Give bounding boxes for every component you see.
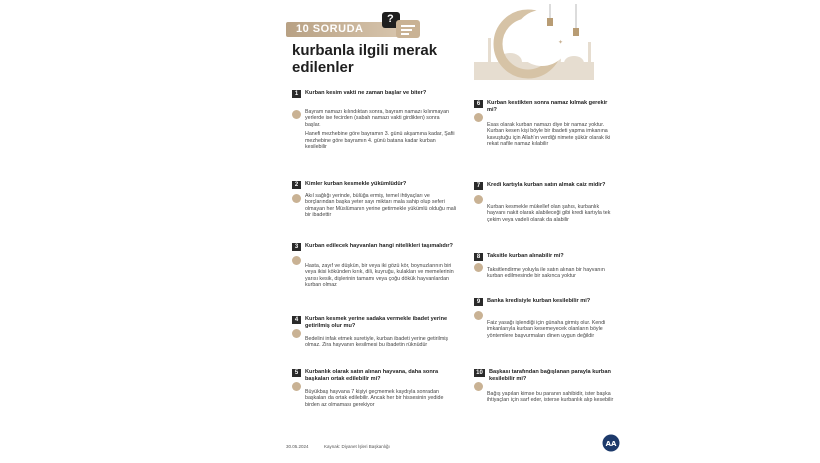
question-text: Banka kredisiyle kurban kesilebilir mi? [487,298,591,304]
crescent-mosque-illustration [466,4,604,84]
answer-text: Taksitlendirme yoluyla ile satın alınan bir hayvanın kurban edilmesinde bir sakınca yoktur [487,267,605,280]
question-text: Taksitle kurban alınabilir mi? [487,253,564,259]
question-icon [292,382,301,391]
question-number: 8 [474,253,483,261]
question-icon [292,110,301,119]
question-number: 10 [474,369,485,377]
answer-text: Bağış yapılan kimse bu paranın sahibidir, ister başka ihtiyaçları için sarf eder, isterse kurbanlık alıp kesebilir [487,391,614,404]
question-number: 2 [292,181,301,189]
svg-text:✦: ✦ [558,39,564,46]
infographic [278,0,630,463]
answer-text: Bayram namazı kılındıktan sonra, bayram namazı kılınmayan yerlerde ise fecirden (sabah namazı vakti girdikten) sonra başlar. Hanefi mezhebine göre bayramın 3. günü akşamına kadar, Şafii mezhebine göre bayramın 4. günü batana kadar kurban kesilebilir [305,109,455,151]
footer-date: 30.05.2024 [286,444,309,449]
question-text: Kurban kesim vakti ne zaman başlar ve biter? [305,90,427,96]
question-text: Kurban kesmek yerine sadaka vermekle ibadet yerine getirilmiş olur mu? [305,316,448,329]
question-number: 5 [292,369,301,377]
answer-text: Akıl sağlığı yerinde, bülüğa ermiş, temel ihtiyaçları ve borçlarından başka yeter sayı miktarı mala sahip olup seferi olmayan her Müslümanın yerine getirmekle yükümlü olduğu mali bir ibadettir [305,193,457,219]
question-icon [474,113,483,122]
question-number: 1 [292,90,301,98]
question-number: 7 [474,182,483,190]
answer-text: Kurban kesmekle mükellef olan şahıs, kurbanlık hayvanı nakit olarak alabileceği gibi kredi kartıyla tek çekim veya vadeli olarak da alabilir [487,204,611,223]
question-icon [292,329,301,338]
question-icon [474,195,483,204]
question-number: 4 [292,316,301,324]
page-title: kurbanla ilgili merak edilenler [292,42,438,76]
question-bubble-icon: ? [382,12,400,28]
footer-source: Kaynak: Diyanet İşleri Başkanlığı [324,444,390,449]
question-text: Başkası tarafından bağışlanan parayla kurban kesilebilir mi? [489,369,611,382]
speech-bubble-icon [396,20,420,38]
svg-text:AA: AA [605,440,617,448]
question-icon [474,311,483,320]
answer-text: Bedelini infak etmek suretiyle, kurban ibadeti yerine getirilmiş olmaz. Zira hayvanın kesilmesi bu ibadetin rüknüdür [305,336,449,349]
question-number: 9 [474,298,483,306]
footer [286,444,390,449]
question-text: Kimler kurban kesmekle yükümlüdür? [305,181,407,187]
question-text: Kurban edilecek hayvanları hangi nitelikleri taşımalıdır? [305,243,453,249]
banner-text: 10 SORUDA [296,23,364,35]
aa-logo-icon [602,434,620,452]
answer-text: Faiz yasağı işlendiği için günaha girmiş olur. Kendi imkanlarıyla kurban kesemeyecek olanların böyle yöntemlere başvurmaları dinen uygun değildir [487,320,606,339]
question-icon [292,256,301,265]
answer-text: Hasta, zayıf ve düşkün, bir veya iki gözü kör, boynuzlarının biri veya ikisi kökünden kırık, dili, kuyruğu, kulakları ve memelerinin yarısı kesik, dişlerinin tamamı veya çoğu dökük hayvanlardan kurban olmaz [305,263,454,289]
question-number: 6 [474,100,483,108]
question-text: Kurbanlık olarak satın alınan hayvana, daha sonra başkaları ortak edilebilir mi? [305,369,439,382]
question-icon [474,263,483,272]
question-icon [474,382,483,391]
question-text: Kredi kartıyla kurban satın almak caiz midir? [487,182,606,188]
question-text: Kurban kestikten sonra namaz kılmak gerekir mi? [487,100,608,113]
question-number: 3 [292,243,301,251]
question-icon [292,194,301,203]
answer-text: Esas olarak kurban namazı diye bir namaz yoktur. Kurban kesen kişi böyle bir ibadeti yapma imkanına kavuştuğu için Allah'ın verdiği nimete şükür olarak iki rekat nafile namaz kılabilir [487,122,611,148]
answer-text: Büyükbaş hayvana 7 kişiyi geçmemek kaydıyla sonradan başkaları da ortak edilebilir. Ancak her bir hissesinin yedide birden az olmaması gerekiyor [305,389,444,408]
